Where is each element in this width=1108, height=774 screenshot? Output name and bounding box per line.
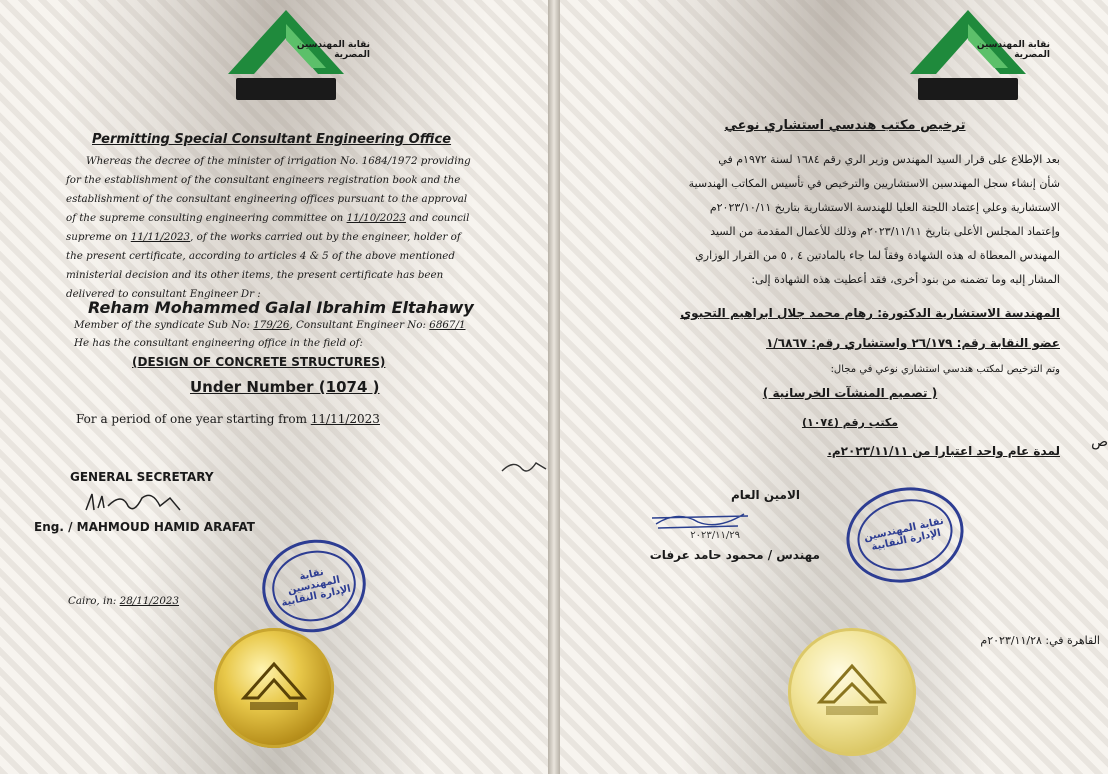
validity-period: لمدة عام واحد اعتبارا من ٢٠٢٣/١١/١١م.	[827, 444, 1060, 458]
seal-text: نقابة المهندسين الإدارة النقابية	[266, 543, 363, 628]
body-line: supreme on 11/11/2023, of the works carried out by the engineer, holder of	[66, 231, 461, 243]
engineer-name: Reham Mohammed Galal Ibrahim Eltahawy	[88, 298, 474, 317]
member-number: 179/26	[253, 319, 290, 331]
secretary-signature-icon	[82, 488, 192, 518]
body-line: for the establishment of the consultant engineers registration book and the	[66, 174, 461, 186]
body-line: delivered to consultant Engineer Dr :	[66, 288, 261, 300]
field-intro: وتم الترخيص لمكتب هندسي استشاري نوعي في مجال:	[830, 364, 1060, 375]
blue-syndicate-seal	[254, 530, 375, 642]
secretary-signature-icon	[648, 506, 758, 532]
certificate-title: Permitting Special Consultant Engineering Office	[92, 132, 452, 147]
body-line: شأن إنشاء سجل المهندسين الاستشاريين والترخيص في تأسيس المكاتب الهندسية	[688, 177, 1060, 190]
issue-date: 28/11/2023	[119, 595, 180, 607]
page-fold	[548, 0, 560, 774]
office-number: Under Number (1074 )	[190, 378, 380, 396]
body-line: المهندس المعطاة له هذه الشهادة وفقاً لما جاء بالمادتين ٤ , ٥ من القرار الوزاري	[695, 249, 1060, 262]
body-line: المشار إليه وما تضمنه من بنود أخرى، فقد أعطيت هذه الشهادة إلى:	[751, 273, 1060, 286]
secretary-title: الامين العام	[730, 488, 800, 502]
validity-period: For a period of one year starting from 11/11/2023	[76, 412, 380, 426]
certificate-title: ترخيص مكتب هندسي استشاري نوعي	[724, 118, 966, 133]
issue-place-date: القاهرة في: ٢٠٢٣/١١/٢٨م	[980, 634, 1100, 647]
body-line: بعد الإطلاع على قرار السيد المهندس وزير الري رقم ١٦٨٤ لسنة ١٩٧٢م في	[718, 153, 1060, 166]
engineer-name: المهندسة الاستشارية الدكتورة: رهام محمد جلال ابراهيم التحيوي	[680, 306, 1060, 320]
body-line: of the supreme consulting engineering committee on 11/10/2023 and council	[66, 212, 470, 224]
field-intro: He has the consultant engineering office in the field of:	[74, 337, 363, 349]
certificate-english-page	[0, 0, 548, 774]
issue-place: Cairo, in: 28/11/2023	[68, 595, 180, 607]
office-number: مكتب رقم (١٠٧٤)	[801, 416, 899, 429]
signature-date: ٢٠٢٣/١١/٢٩	[690, 530, 740, 541]
body-line: the present certificate, according to articles 4 & 5 of the above mentioned	[66, 250, 455, 262]
margin-initial-icon	[500, 455, 548, 477]
body-line: الاستشارية وعلي إعتماد اللجنة العليا للهندسة الاستشارية بتاريخ ٢٠٢٣/١٠/١١م	[709, 201, 1060, 214]
logo-caption: نقابة المهندسين المصرية	[976, 40, 1050, 60]
start-date: 11/11/2023	[310, 412, 380, 426]
council-date: 11/11/2023	[130, 231, 191, 243]
secretary-name: Eng. / MAHMOUD HAMID ARAFAT	[34, 520, 255, 534]
secretary-name: مهندس / محمود حامد عرفات	[649, 548, 820, 562]
body-line: Whereas the decree of the minister of irrigation No. 1684/1972 providing	[86, 155, 471, 167]
gold-embossed-seal	[214, 628, 334, 748]
gold-seal-emblem-icon	[788, 628, 916, 756]
seal-text: نقابة المهندسين الإدارة النقابية	[851, 490, 959, 579]
body-line: ministerial decision and its other items, the present certificate has been	[66, 269, 444, 281]
specialty-field: ( تصميم المنشآت الخرسانية )	[762, 386, 938, 400]
blue-syndicate-seal	[838, 477, 973, 593]
gold-seal-emblem-icon	[214, 628, 334, 748]
body-line: وإعتماد المجلس الأعلى بتاريخ ٢٠٢٣/١١/١١م وذلك للأعمال المقدمة من السيد	[710, 225, 1060, 238]
committee-date: 11/10/2023	[346, 212, 406, 224]
certificate-body	[66, 152, 506, 304]
logo-caption: نقابة المهندسين المصرية	[296, 40, 370, 60]
specialty-field: (DESIGN OF CONCRETE STRUCTURES)	[132, 355, 386, 369]
member-line: عضو النقابة رقم: ٢٦/١٧٩ واستشاري رقم: ١/٦٨٦٧	[766, 336, 1060, 350]
secretary-title: GENERAL SECRETARY	[70, 470, 214, 484]
body-line: establishment of the consultant engineering offices pursuant to the approval	[66, 193, 468, 205]
certificate-arabic-page	[560, 0, 1108, 774]
consultant-number: 6867/1	[429, 319, 466, 331]
member-line: Member of the syndicate Sub No: 179/26, Consultant Engineer No: 6867/1	[74, 319, 466, 331]
gold-embossed-seal	[788, 628, 916, 756]
margin-note: ص	[1091, 434, 1108, 450]
certificate-body	[620, 148, 1060, 292]
